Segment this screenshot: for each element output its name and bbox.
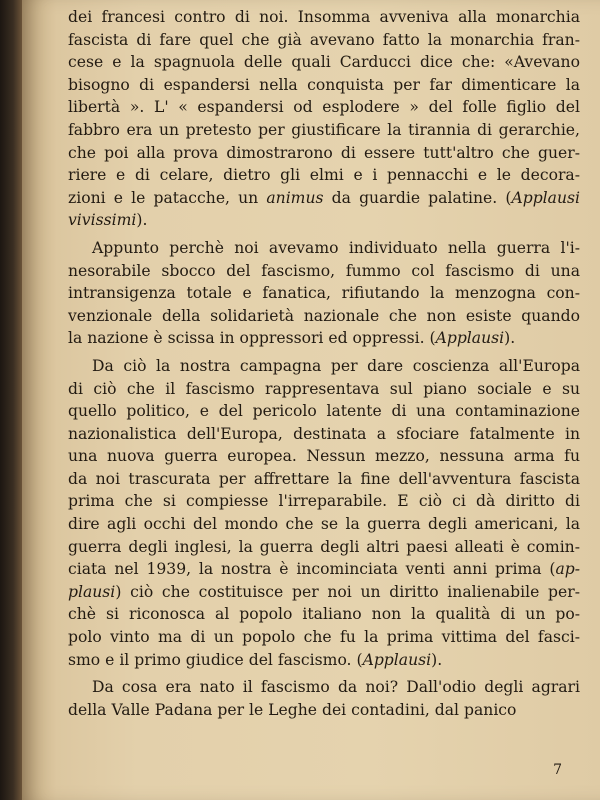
text-line: da noi trascurata per affrettare la fine dell'avventura fascista	[68, 469, 580, 488]
text-line: chè si riconosca al popolo italiano non la qualità di un po-	[68, 605, 580, 624]
text-line: guerra degli inglesi, la guerra degli altri paesi alleati è comin-	[68, 537, 580, 556]
text-line: cese e la spagnuola delle quali Carducci dice che: «Avevano	[68, 53, 580, 72]
text-line: nazionalistica dell'Europa, destinata a sfociare fatalmente in	[68, 424, 580, 443]
page-number: 7	[553, 762, 562, 778]
text-line: nesorabile sbocco del fascismo, fummo col fascismo di una	[68, 261, 580, 280]
text-line: zioni e le patacche, un animus da guardie palatine. (Applausi	[68, 188, 580, 207]
text-line: libertà ». L' « espandersi od esplodere » del folle figlio del	[68, 98, 580, 117]
text-line: dire agli occhi del mondo che se la guerra degli americani, la	[68, 515, 580, 534]
text-line: una nuova guerra europea. Nessun mezzo, nessuna arma fu	[68, 447, 580, 466]
text-line: bisogno di espandersi nella conquista per far dimenticare la	[68, 75, 580, 94]
text-line: fabbro era un pretesto per giustificare la tirannia di gerarchie,	[68, 120, 580, 139]
text-line: ciata nel 1939, la nostra è incominciata venti anni prima (ap-	[68, 560, 580, 579]
text-line: polo vinto ma di un popolo che fu la prima vittima del fasci-	[68, 628, 580, 647]
text-line: fascista di fare quel che già avevano fatto la monarchia fran-	[68, 30, 580, 49]
text-line: riere e di celare, dietro gli elmi e i pennacchi e le decora-	[68, 166, 580, 185]
book-spine-shadow	[0, 0, 22, 800]
book-page	[22, 0, 600, 800]
text-line: plausi) ciò che costituisce per noi un diritto inalienabile per-	[68, 582, 580, 601]
text-line: dei francesi contro di noi. Insomma avveniva alla monarchia	[68, 8, 580, 26]
text-line: Da cosa era nato il fascismo da noi? Dall'odio degli agrari	[92, 678, 580, 697]
text-line: di ciò che il fascismo rappresentava sul piano sociale e su	[68, 379, 580, 398]
text-line: vivissimi).	[68, 211, 148, 230]
text-line: smo e il primo giudice del fascismo. (Applausi).	[68, 650, 443, 669]
text-line: quello politico, e del pericolo latente di una contaminazione	[68, 402, 580, 421]
text-line: della Valle Padana per le Leghe dei contadini, dal panico	[68, 700, 517, 719]
text-line: venzionale della solidarietà nazionale che non esiste quando	[68, 306, 580, 325]
text-line: Da ciò la nostra campagna per dare coscienza all'Europa	[92, 356, 580, 375]
text-line: Appunto perchè noi avevamo individuato nella guerra l'i-	[92, 238, 580, 257]
text-line: intransigenza totale e fanatica, rifiutando la menzogna con-	[68, 284, 580, 303]
text-line: prima che si compiesse l'irreparabile. E ciò ci dà diritto di	[68, 492, 580, 511]
body-text	[68, 6, 580, 721]
text-line: che poi alla prova dimostrarono di essere tutt'altro che guer-	[68, 143, 580, 162]
text-line: la nazione è scissa in oppressori ed oppressi. (Applausi).	[68, 329, 516, 348]
